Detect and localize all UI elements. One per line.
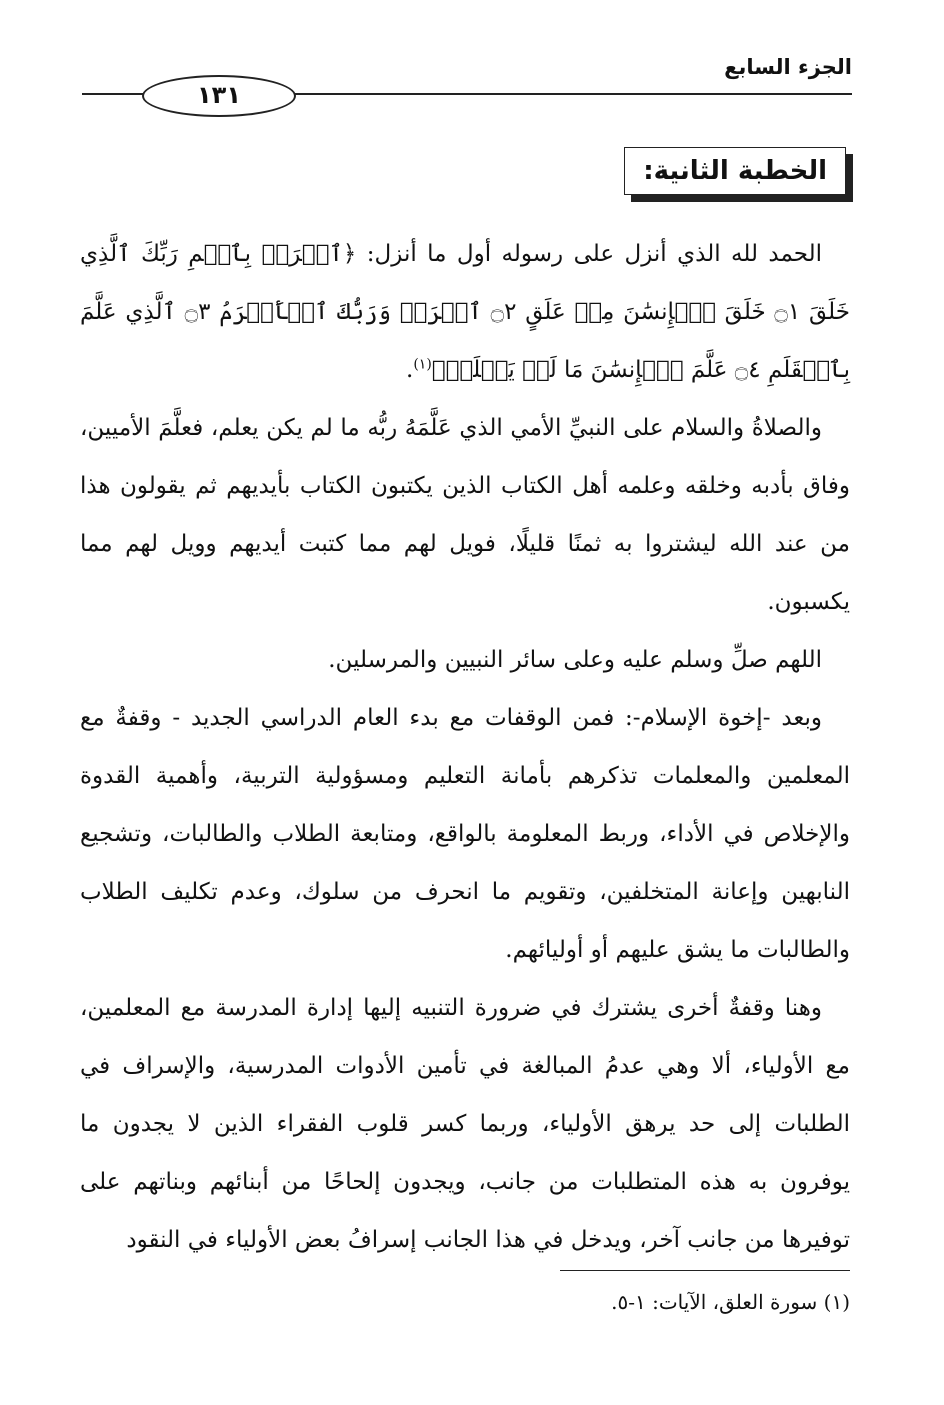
running-title: الجزء السابع (724, 55, 852, 79)
paragraph-5: وهنا وقفةٌ أخرى يشترك في ضرورة التنبيه إليها إدارة المدرسة مع المعلمين، مع الأولياء، ألا وهي عدمُ المبالغة في تأمين الأدوات المدرسية، والإسراف في الطلبات إلى حد يرهق الأولياء، وربما كسر قلوب الفقراء الذين لا يجدون ما يوفرون به هذه المتطلبات من جانب، ويجدون إلحاحًا من أبنائهم وبناتهم على توفيرها من جانب آخر، ويدخل في هذا الجانب إسرافُ بعض الأولياء في النقود (80, 995, 850, 1253)
paragraph-1 (80, 225, 850, 399)
paragraph-1-intro: الحمد لله الذي أنزل على رسوله أول ما أنزل: (356, 241, 823, 267)
footnote-rule (560, 1270, 850, 1271)
quran-verse: ﴿ٱقۡرَأۡ بِٱسۡمِ رَبِّكَ ٱلَّذِي خَلَقَ ۝١ خَلَقَ ٱلۡإِنسَٰنَ مِنۡ عَلَقٍ ۝٢ ٱقۡرَأۡ وَرَبُّكَ ٱلۡأَكۡرَمُ ۝٣ ٱلَّذِي عَلَّمَ بِٱلۡقَلَمِ ۝٤ عَلَّمَ ٱلۡإِنسَٰنَ مَا لَمۡ يَعۡلَمۡ﴾ (80, 241, 851, 383)
section-title: الخطبة الثانية: (624, 147, 846, 195)
paragraph-4: وبعد -إخوة الإسلام-: فمن الوقفات مع بدء العام الدراسي الجديد - وقفةٌ مع المعلمين والمعلمات تذكرهم بأمانة التعليم ومسؤولية التربية، وأهمية القدوة والإخلاص في الأداء، وربط المعلومة بالواقع، ومتابعة الطلاب والطالبات، وتشجيع النابهين وإعانة المتخلفين، وتقويم ما انحرف من سلوك، وعدم تكليف الطلاب والطالبات ما يشق عليهم أو أوليائهم. (80, 705, 850, 963)
body-text (80, 225, 850, 1269)
footnote-reference: (١) (413, 356, 432, 373)
page-number: ١٣١ (142, 75, 296, 117)
paragraph-3: اللهم صلِّ وسلم عليه وعلى سائر النبيين والمرسلين. (328, 647, 822, 673)
page-header (82, 55, 852, 125)
paragraph-1-end: . (406, 357, 414, 383)
paragraph-2: والصلاةُ والسلام على النبيِّ الأمي الذي عَلَّمَهُ ربُّه ما لم يكن يعلم، فعلَّمَ الأميين، وفاق بأدبه وخلقه وعلمه أهل الكتاب الذين يكتبون الكتاب بأيديهم ثم يقولون هذا من عند الله ليشتروا به ثمنًا قليلًا، فويل لهم مما كتبت أيديهم وويل لهم مما يكسبون. (80, 415, 850, 615)
footnote: (١) سورة العلق، الآيات: ١-٥. (611, 1290, 850, 1314)
